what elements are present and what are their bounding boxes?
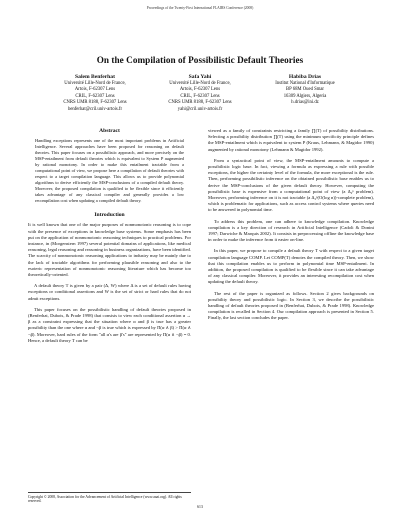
author-3 (255, 74, 355, 113)
author-affiliation: CRIL, F-62307 Lens (75, 93, 115, 99)
author-affiliation: Artois, F-62307 Lens (179, 87, 221, 93)
body-paragraph: To address this problem, one can adhere to knowledge compilation. Knowledge compilation is a key direction of research in Artificial Intelligence (Cadoli & Donini 1997; Darwiche & Marquis 2002). It consists in preprocessing offline the knowledge base in order to make the inference from it easier on-line. (208, 218, 374, 243)
author-name: Salem Benferhat (75, 74, 115, 80)
intro-paragraph: This paper focuses on the possibilistic handling of default theories proposed in (Benferhat, Dubois, & Prade 1998) that consists to view each conditional assertion α → β as a constraint expressing that the situation where α and β is true has a greater possibility than the one where α and ¬β is true which is expressed by Π(α ∧ β) > Π(α ∧ ¬β). Moreover, hard rules of the form "all α's are β's" are represented by Π(α ∧ ¬β) = 0. Hence, a default theory T can be (28, 306, 191, 343)
author-name: Safa Yahi (188, 74, 212, 80)
author-affiliation: 16309 Algiers, Algeria (283, 93, 327, 99)
body-paragraph: From a syntactical point of view, the MSP-entailment amounts to compute a possibilistic logic base. In fact, viewing a formula as expressing a rule with possible exceptions, the higher the certainty level of the formula, the more exceptional is the rule. Then, performing possibilistic inference on the obtained possibilistic base enables us to derive the MSP-conclusions of the given default theory. However, computing the possibilistic base is expensive from a computational point of view (a Δ₂ᵖ problem). Moreover, performing inference on it is not tractable (a Δ₂ᵖ(O(log n))-complete problem), which is problematic for applications, such as access control systems where queries need to be answered in polynomial time. (208, 157, 374, 213)
body-paragraph: The rest of the paper is organized as follows. Section 2 gives backgrounds on possibility theory and possibilistic logic. In Section 3, we describe the possibilistic handling of default theories proposed in (Benferhat, Dubois, & Prade 1998). Knowledge compilation is recalled in Section 4. Our compilation approach is presented in Section 5. Finally, the last section concludes the paper. (208, 290, 374, 321)
author-affiliation: BP 68M Oued Smar (286, 87, 324, 93)
body-paragraph: In this paper, we propose to compile a default theory T with respect to a given target compilation language COMP. Let COMP(T) denotes the compiled theory. Then, we show that this compilation enables us to perform in polynomial time MSP-entailment. In addition, the proposed compilation is qualified to be flexible since it can take advantage of any classical compiler. Moreover, it provides an interesting recompilation cost when updating the default theory. (208, 248, 374, 285)
author-email: h.drias@ini.dz (291, 100, 319, 106)
author-affiliation: CNRS UMR 8188, F-62307 Lens (63, 100, 127, 106)
right-column (208, 128, 374, 327)
author-affiliation: CNRS UMR 8188, F-62307 Lens (168, 100, 232, 106)
author-email: yahi@cril.univ-artois.fr (177, 106, 223, 112)
page-number: 613 (197, 505, 203, 509)
intro-paragraph: A default theory T is given by a pair (Δ, W) where Δ is a set of default rules having exceptions or conditional assertions and W is the set of strict or hard rules that do not admit exceptions. (28, 283, 191, 301)
author-2 (150, 74, 250, 113)
body-paragraph: viewed as a family of constraints restricting a family ∏(T) of possibility distributions. Selecting a possibility distribution ∏(T) using the minimum specificity principle defines the MSP-entailment which is equivalent to system P (Kraus, Lehmann, & Magidor 1990) augmented by rational monotony (Lehmann & Magidor 1992). (208, 128, 374, 152)
author-affiliation: CRIL, F-62307 Lens (180, 93, 220, 99)
left-column (28, 128, 191, 349)
paper-title: On the Compilation of Possibilistic Default Theories (96, 55, 304, 65)
author-affiliation: Université Lille-Nord de France, (64, 80, 126, 86)
proceedings-header: Proceedings of the Twenty-First International FLAIRS Conference (2008) (146, 6, 254, 10)
intro-paragraph: It is well known that one of the major purposes of nonmonotonic reasoning is to cope with the presence of exceptions in knowledge base systems. Some emphasis has been put on the application of nonmonotonic reasoning techniques to practical problems. For instance, in (Morgenstern 1997) several potential domains of applications, like medical reasoning, legal reasoning and reasoning in business organizations, have been identified. The scarcity of nonmonotonic reasoning applications to industry may be mainly due to the lack of tractable algorithms for performing plausible reasoning and also to the esoteric representation of nonmonotonic reasoning literature which has become too theoretically-oriented. (28, 222, 191, 278)
introduction-heading: Introduction (94, 212, 125, 219)
author-affiliation: Institut National d'Informatique (275, 80, 335, 86)
author-1 (45, 74, 145, 113)
abstract-text: Handling exceptions represents one of the most important problems in Artificial Intelligence. Several approaches have been proposed for reasoning on default theories. This paper focuses on a possibilistic approach, and more precisely on the MSP-entailment from default theories which is equivalent to System P augmented by rational monotony. In order to make this entailment tractable from a computational point of view, we propose here a compilation of default theories with respect to a target compilation language. This allows us to provide polynomial algorithms to derive efficiently the MSP-conclusions of a compiled default theory. Moreover, the proposed compilation is qualified to be flexible since it efficiently takes advantage of any classical compiler and generally provides a low recompilation cost when updating a compiled default theory. (35, 138, 184, 204)
author-block (45, 74, 355, 113)
author-name: Habiba Drias (288, 74, 322, 80)
author-email: benferhat@cril.univ-artois.fr (67, 106, 123, 112)
abstract-heading: Abstract (99, 128, 120, 134)
author-affiliation: Université Lille-Nord de France, (169, 80, 231, 86)
copyright-notice: Copyright © 2008, Association for the Advancement of Artificial Intelligence (www.aaai.org). All rights reserved. (28, 492, 191, 504)
author-affiliation: Artois, F-62307 Lens (74, 87, 116, 93)
